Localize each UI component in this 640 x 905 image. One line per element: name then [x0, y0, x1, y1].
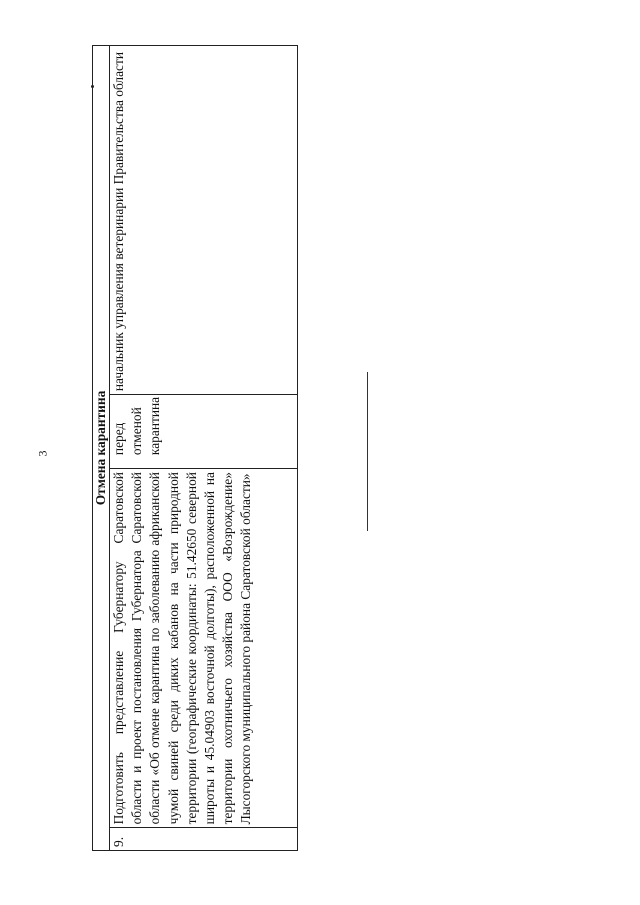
row-task: [110, 469, 298, 828]
row-responsible: [110, 46, 298, 395]
row-task-text: Подготовить представление Губернатору Саратовской области и проект постановления Губернатора Саратовской области «Об отмене карантина по заболеванию африканской чумой свиней среди диких кабанов на части природной территории (географические координаты: 51.42650 северной широты и 45.04903 восточной долготы), расположенной на территории охотничьего хозяйства ООО «Возрождение» Лысогорского муниципального района Саратовской области»: [111, 472, 254, 825]
table-row: [110, 46, 298, 851]
row-responsible-text: начальник управления ветеринарии Правительства области: [111, 51, 126, 392]
row-deadline: [110, 395, 298, 469]
signature-line: [367, 372, 368, 531]
row-number: 9.: [110, 828, 298, 851]
section-header-row: [93, 46, 110, 851]
quarantine-table: [92, 45, 298, 851]
page-number: 3: [35, 450, 50, 457]
row-deadline-text: перед отменой карантина: [111, 396, 163, 456]
section-title: Отмена карантина: [93, 46, 110, 851]
quarantine-table-wrapper: [92, 45, 298, 851]
